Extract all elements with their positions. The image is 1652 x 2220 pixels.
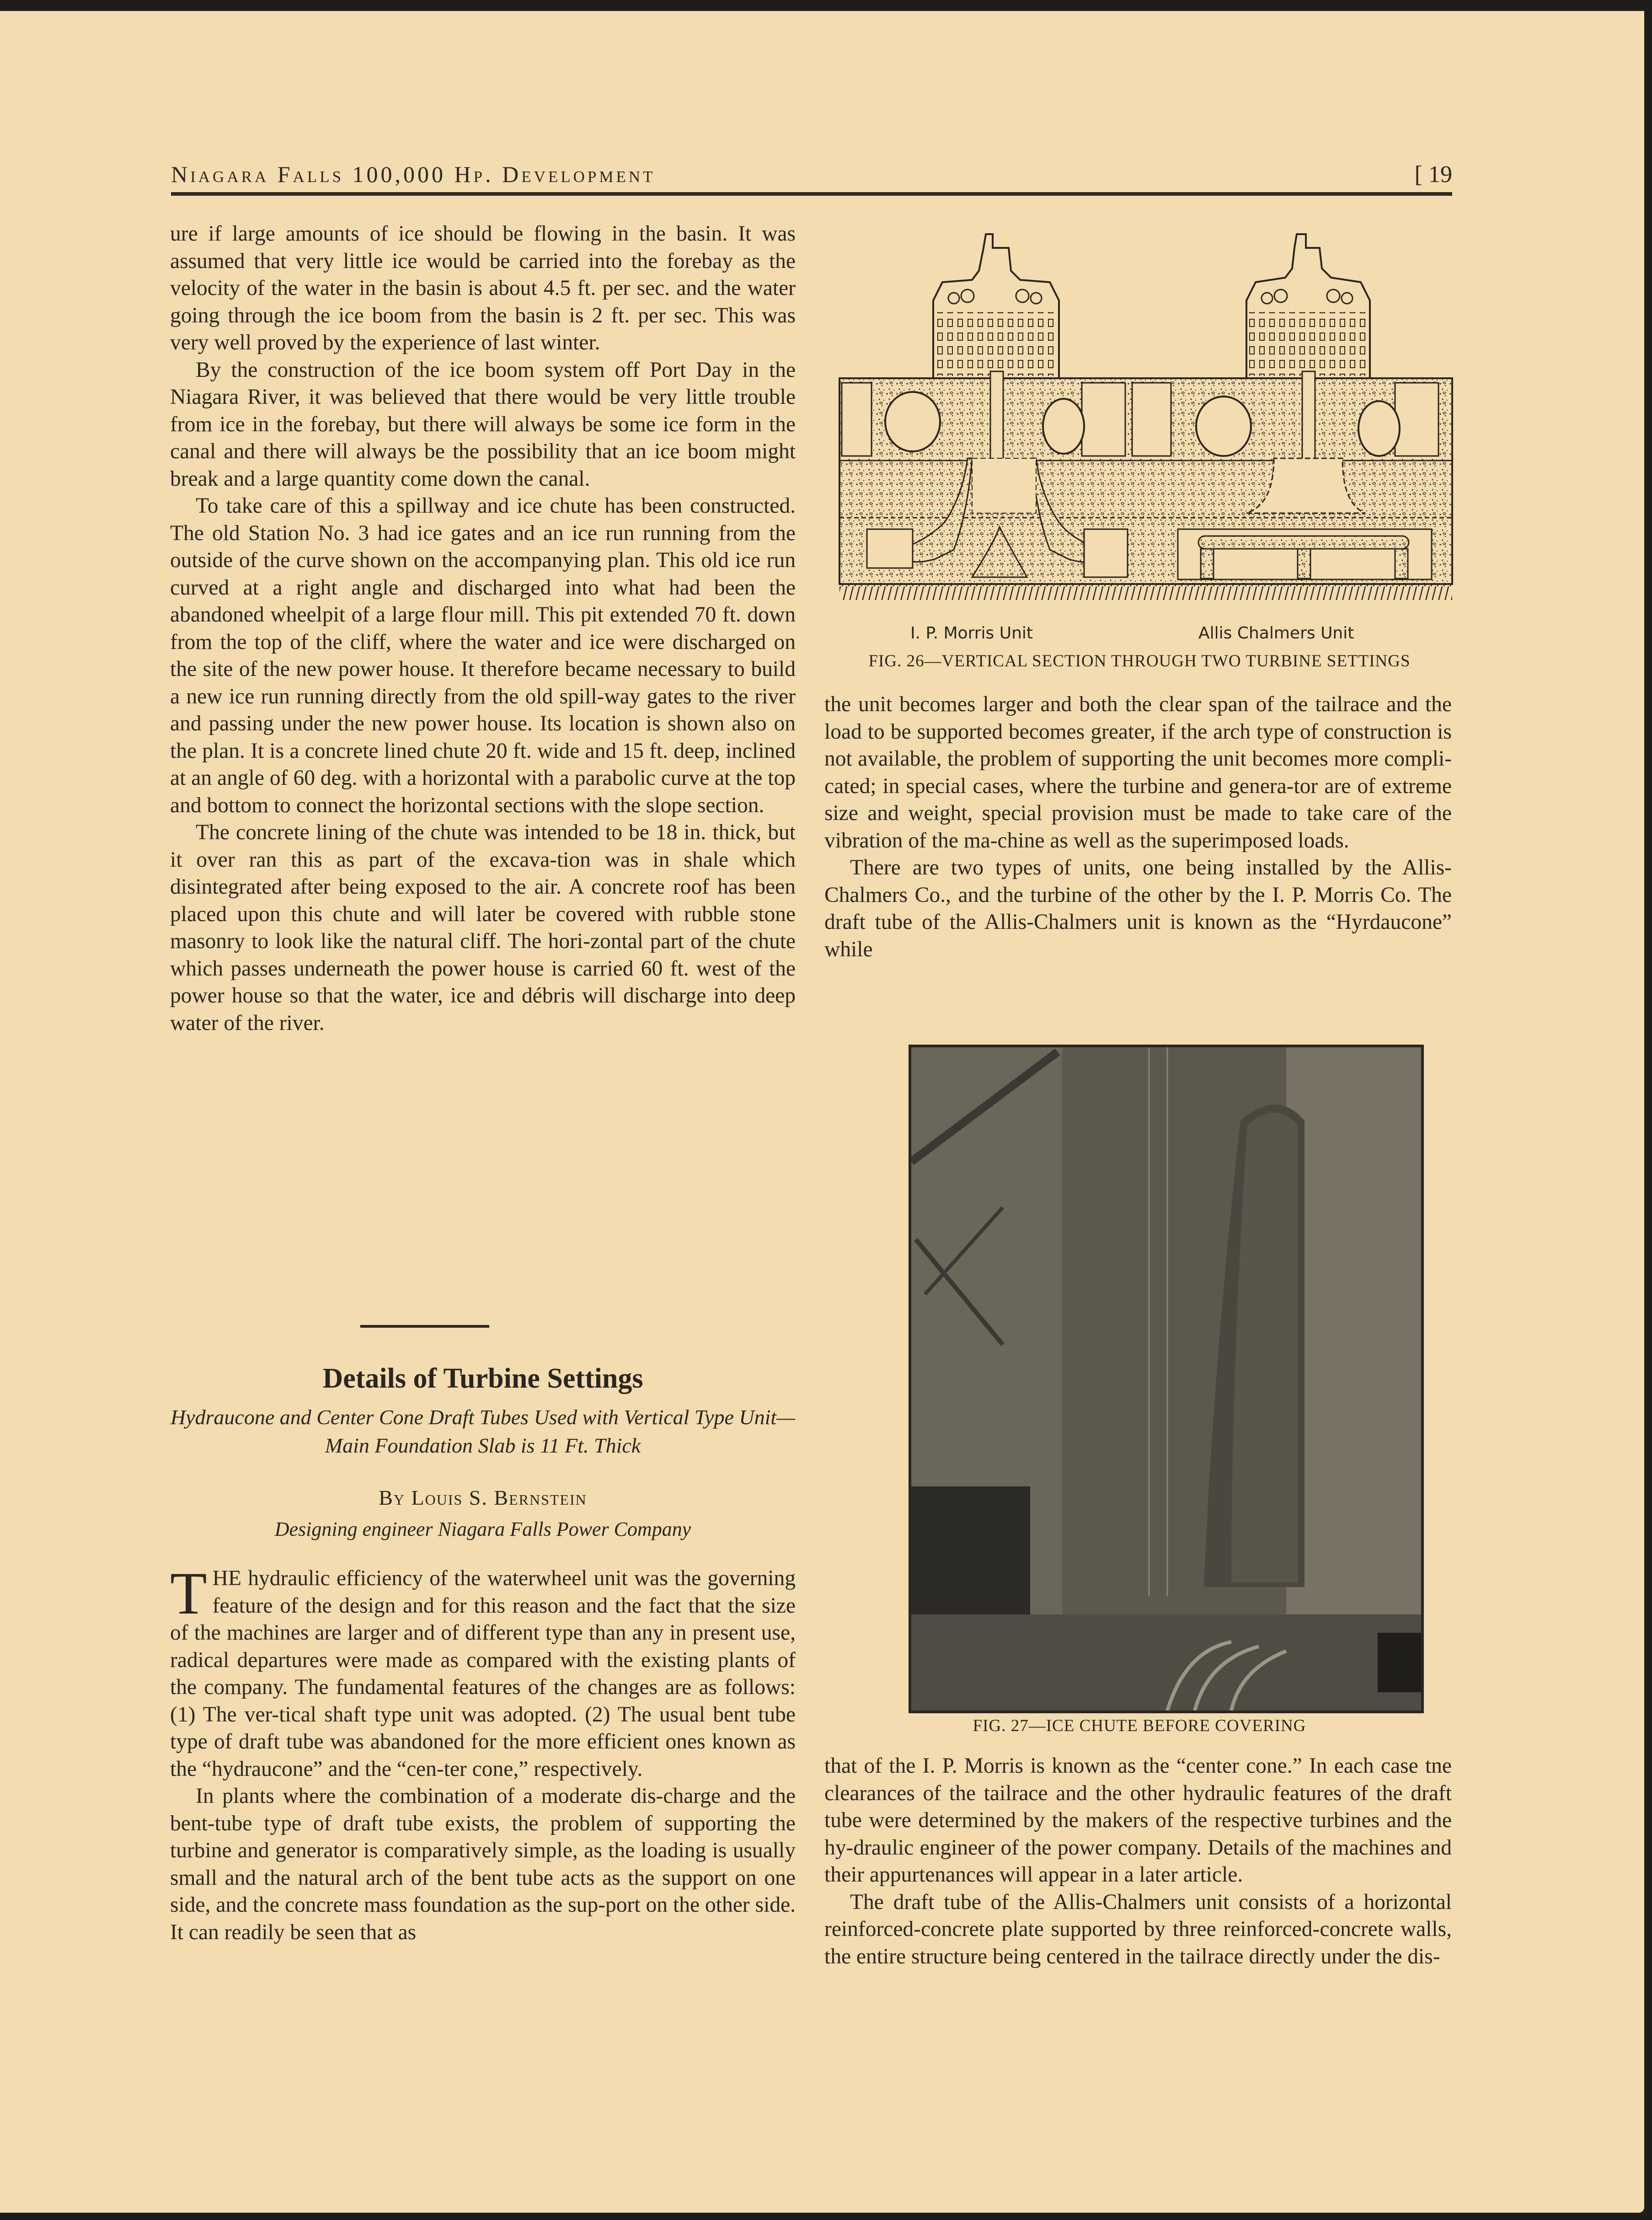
paragraph: The concrete lining of the chute was intended to be 18 in. thick, but it over ran this as part of the excava-tion was in shale which disintegrated after being exposed to the air. A concrete roof has been placed upon this chute and will later be covered with rubble stone masonry to look like the natural cliff. The hori-zontal part of the chute which passes underneath the power house is carried 60 ft. west of the power house so that the water, ice and débris will discharge into deep water of the river. — [170, 820, 796, 1035]
paragraph: the unit becomes larger and both the clear span of the tailrace and the load to be supported becomes greater, if the arch type of construction is not available, the problem of supporting the unit becomes more compli-cated; in special cases, where the turbine and genera-tor are of extreme size and weight, special provision must be made to take care of the vibration of the ma-chine as well as the superimposed loads. — [824, 692, 1452, 853]
first-paragraph — [170, 1560, 796, 1783]
ip-morris-unit-label: I. P. Morris Unit — [910, 624, 1033, 643]
fig26-caption: FIG. 26—VERTICAL SECTION THROUGH TWO TURBINE SETTINGS — [868, 652, 1411, 670]
byline: By Louis S. Bernstein — [379, 1486, 587, 1509]
first-paragraph-text: HE hydraulic efficiency of the waterwheel unit was the governing feature of the design and for this reason and the fact that the size of the machines are larger and of different type than any in present use, radical departures were made as compared with the existing plants of the company. The fundamental features of the changes are as follows: (1) The ver-tical shaft type unit was adopted. (2) The usual bent tube type of draft tube was abandoned for the more efficient ones known as the “hydraucone” and the “cen-ter cone,” respectively. — [170, 1566, 796, 1781]
fig26-unit-labels — [835, 624, 1457, 649]
article-header — [170, 1360, 796, 1543]
right-column-text-bottom — [824, 1753, 1452, 1970]
paragraph: The draft tube of the Allis-Chalmers unit consists of a horizontal reinforced-concrete plate supported by three reinforced-concrete walls, the entire structure being centered in the tailrace directly under the dis- — [824, 1890, 1452, 1968]
paragraph: To take care of this a spillway and ice chute has been constructed. The old Station No. 3 had ice gates and an ice run running from the outside of the curve shown on the accompanying plan. This old ice run curved at a right angle and discharged into what had been the abandoned wheelpit of a large flour mill. This pit extended 70 ft. down from the top of the cliff, where the water and ice were discharged on the site of the new power house. It therefore became necessary to build a new ice run running directly from the old spill-way gates to the river and passing under the new power house. Its location is shown also on the plan. It is a concrete lined chute 20 ft. wide and 15 ft. deep, inclined at an angle of 60 deg. with a horizontal with a parabolic curve at the top and bottom to connect the horizontal sections with the slope section. — [170, 494, 796, 817]
drop-cap: T — [170, 1560, 207, 1627]
right-column-text-top — [824, 691, 1452, 963]
fig26-turbine-section-drawing — [835, 220, 1457, 618]
fig27-ice-chute-photo — [909, 1045, 1424, 1713]
turbine-section-illustration — [835, 220, 1457, 618]
paragraph: There are two types of units, one being installed by the Allis-Chalmers Co., and the turbine of the other by the I. P. Morris Co. The draft tube of the Allis-Chalmers unit is known as the “Hyrdaucone” while — [824, 856, 1452, 961]
paragraph: that of the I. P. Morris is known as the “center cone.” In each case tne clearances of the tailrace and the other hydraulic features of the draft tube were determined by the makers of the respective turbines and the hy-draulic engineer of the power company. Details of the machines and their appurtenances will appear in a later article. — [824, 1754, 1452, 1887]
fig27-caption: FIG. 27—ICE CHUTE BEFORE COVERING — [973, 1716, 1306, 1735]
article-body-left — [170, 1560, 796, 1946]
article-title: Details of Turbine Settings — [322, 1363, 643, 1394]
magazine-page — [0, 11, 1644, 2213]
article-deck: Hydraucone and Center Cone Draft Tubes Used with Vertical Type Unit—Main Foundation Slab is 11 Ft. Thick — [170, 1405, 796, 1457]
paragraph: By the construction of the ice boom system off Port Day in the Niagara River, it was believed that there would be very little trouble from ice in the forebay, but there will always be some ice form in the canal and there will always be the possibility that an ice boom might break and a large quantity come down the canal. — [170, 358, 796, 491]
ice-chute-photograph — [911, 1047, 1421, 1711]
running-head-title: Niagara Falls 100,000 Hp. Development — [171, 161, 656, 187]
allis-chalmers-unit-label: Allis Chalmers Unit — [1198, 624, 1354, 643]
paragraph: ure if large amounts of ice should be flowing in the basin. It was assumed that very little ice would be carried into the forebay as the velocity of the water in the basin is about 4.5 ft. per sec. and the water going through the ice boom from the basin is 2 ft. per sec. This was very well proved by the experience of last winter. — [170, 222, 796, 354]
running-head — [171, 156, 1452, 193]
header-rule — [171, 192, 1452, 196]
left-column-continued-text — [170, 220, 796, 1037]
page-number: [ 19 — [1414, 161, 1452, 188]
author-affiliation: Designing engineer Niagara Falls Power Company — [274, 1518, 691, 1540]
article-separator-rule — [360, 1325, 489, 1328]
paragraph: In plants where the combination of a moderate dis-charge and the bent-tube type of draft tube exists, the problem of supporting the turbine and generator is comparatively simple, as the loading is usually small and the natural arch of the bent tube acts as the support on one side, and the concrete mass foundation as the sup-port on the other side. It can readily be seen that as — [170, 1784, 796, 1944]
